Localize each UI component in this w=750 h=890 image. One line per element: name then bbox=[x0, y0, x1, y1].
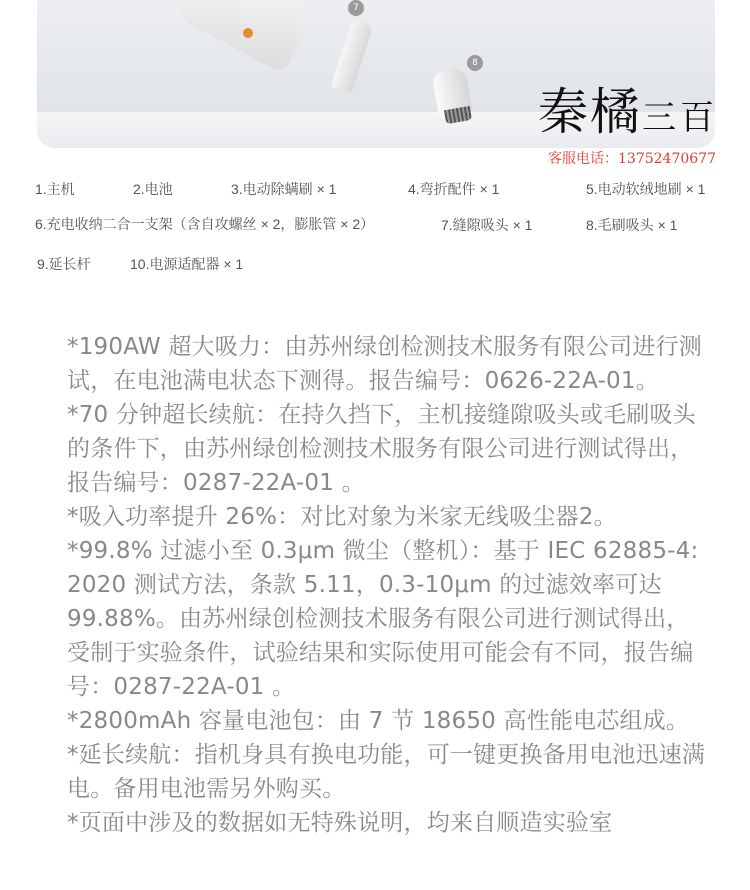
crevice-nozzle-image bbox=[330, 18, 373, 93]
part-item-4: 4.弯折配件 × 1 bbox=[408, 181, 500, 197]
footnote-filtration: *99.8% 过滤小至 0.3μm 微尘（整机）：基于 IEC 62885-4: 2020 测试方法，条款 5.11，0.3-10μm 的过滤效率可达 99.88%。由苏州绿创检测技术服务有限公司进行测试得出，受制于实验条件，试验结果和实际使用可能会有不同，报告编号：0287-22A-01 。 bbox=[67, 538, 699, 700]
part-item-1: 1.主机 bbox=[35, 181, 75, 197]
vacuum-indicator-dot bbox=[243, 28, 253, 38]
part-item-6: 6.充电收纳二合一支架（含自攻螺丝 × 2，膨胀管 × 2） bbox=[35, 216, 375, 232]
part-item-3: 3.电动除螨刷 × 1 bbox=[231, 181, 337, 197]
watermark-title-main: 秦橘 bbox=[538, 83, 642, 141]
part-item-2: 2.电池 bbox=[133, 181, 173, 197]
watermark-title-small: 三百 bbox=[642, 98, 718, 138]
part-item-5: 5.电动软绒地刷 × 1 bbox=[586, 181, 706, 197]
part-number-badge-7: 7 bbox=[348, 0, 364, 16]
part-item-8: 8.毛刷吸头 × 1 bbox=[586, 217, 678, 233]
footnote-battery-swap: *延长续航：指机身具有换电功能，可一键更换备用电池迅速满电。备用电池需另外购买。 bbox=[67, 742, 706, 802]
footnote-power: *吸入功率提升 26%：对比对象为米家无线吸尘器2。 bbox=[67, 504, 617, 530]
watermark-contact: 客服电话：13752470677 bbox=[548, 151, 716, 167]
part-item-7: 7.缝隙吸头 × 1 bbox=[441, 217, 533, 233]
footnote-suction: *190AW 超大吸力：由苏州绿创检测技术服务有限公司进行测试，在电池满电状态下测得。报告编号：0626-22A-01。 bbox=[67, 334, 702, 394]
watermark-title bbox=[538, 82, 733, 148]
footnotes bbox=[67, 330, 707, 840]
footnote-data-source: *页面中涉及的数据如无特殊说明，均来自顺造实验室 bbox=[67, 810, 613, 836]
footnote-battery: *2800mAh 容量电池包：由 7 节 18650 高性能电芯组成。 bbox=[67, 708, 690, 734]
footnote-runtime: *70 分钟超长续航：在持久挡下，主机接缝隙吸头或毛刷吸头的条件下，由苏州绿创检测技术服务有限公司进行测试得出，报告编号：0287-22A-01 。 bbox=[67, 402, 696, 496]
part-item-10: 10.电源适配器 × 1 bbox=[130, 256, 244, 272]
part-number-badge-8: 8 bbox=[467, 55, 483, 71]
part-item-9: 9.延长杆 bbox=[37, 256, 91, 272]
